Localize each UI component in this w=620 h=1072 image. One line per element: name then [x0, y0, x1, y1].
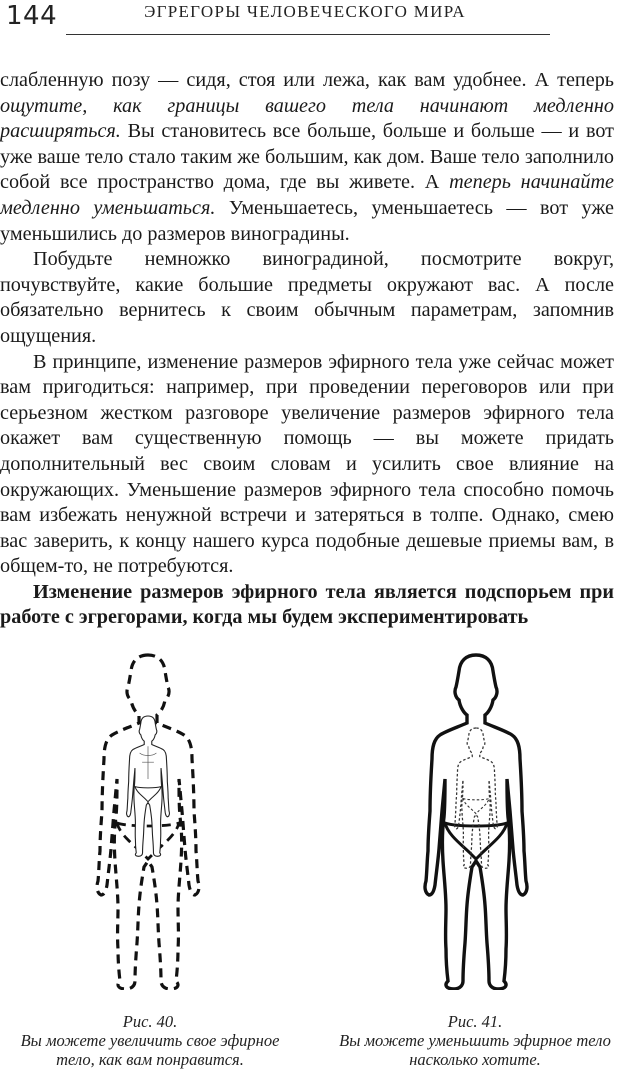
figures: [0, 650, 620, 990]
text-run: Вы становитесь все больше, больше и больше — и вот уже ваше тело стало таким же большим, как дом. Ваше тело заполнило собой все пространство дома, где вы живете. А: [0, 120, 614, 194]
figure-40-caption: [0, 1012, 300, 1069]
figure-41-number: Рис. 41.: [447, 1012, 503, 1031]
figure-40-drawing: [97, 655, 199, 989]
paragraph: [0, 247, 614, 349]
italic-text: теперь начинайте медленно уменьшаться.: [0, 171, 614, 219]
paragraph: [0, 68, 614, 247]
running-header: ЭГРЕГОРЫ ЧЕЛОВЕЧЕСКОГО МИРА: [144, 2, 466, 21]
header-rule: [66, 34, 550, 35]
body-text: [0, 68, 614, 631]
figure-41-drawing: [425, 655, 527, 989]
figure-40-text: Вы можете увеличить свое эфирное тело, как вам понравится.: [20, 1031, 280, 1069]
figure-40-number: Рис. 40.: [122, 1012, 178, 1031]
text-run: Побудьте немножко виноградиной, посмотрите вокруг, почувствуйте, какие большие предметы окружают вас. А после обязательно вернитесь к своим обычным параметрам, запомнив ощущения.: [0, 248, 614, 347]
italic-text: ощутите, как границы вашего тела начинают медленно расширяться.: [0, 94, 614, 143]
text-run: Уменьшаетесь, уменьшаетесь — вот уже уменьшились до размеров виноградины.: [0, 196, 614, 245]
figure-41-text: Вы можете уменьшить эфирное тело насколько хотите.: [339, 1031, 611, 1069]
text-run: В принципе, изменение размеров эфирного тела уже сейчас может вам пригодиться: например, при проведении переговоров или при серьезном жестком разговоре увеличение размеров эфирного тела окажет вам существенную помощь — вы можете придать дополнительный вес своим словам и усилить свое влияние на окружающих. Уменьшение размеров эфирного тела способно помочь вам избежать ненужной встречи и затеряться в толпе. Однако, смею вас заверить, к концу нашего курса подобные дешевые приемы вам, в общем-то, не потребуются.: [0, 350, 614, 578]
page-number: 144: [6, 1, 58, 31]
paragraph: [0, 350, 614, 580]
text-run: слабленную позу — сидя, стоя или лежа, как вам удобнее. А теперь: [0, 69, 614, 91]
paragraph: [0, 580, 614, 631]
text-run: Изменение размеров эфирного тела является подспорьем при работе с эгрегорами, когда мы будем экспериментировать: [0, 580, 614, 629]
figure-41-caption: [330, 1012, 620, 1069]
